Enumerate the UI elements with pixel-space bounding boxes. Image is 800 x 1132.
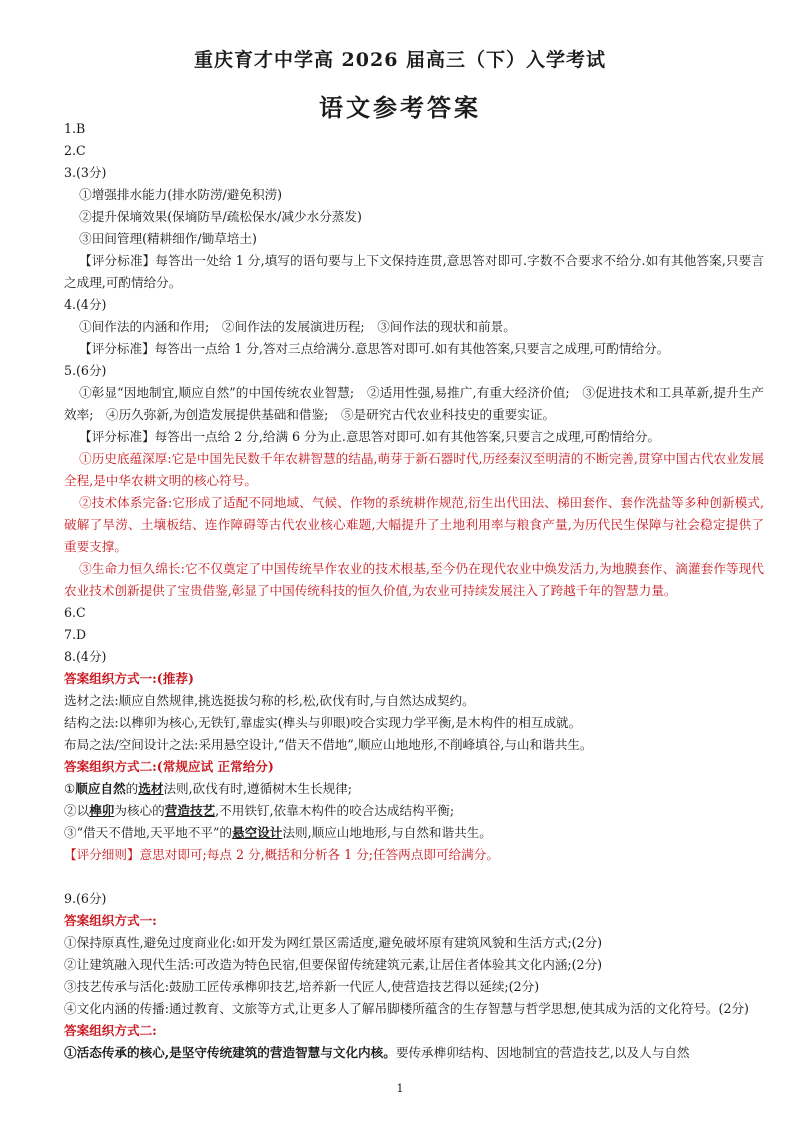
key-sentence: ①活态传承的核心,是坚守传统建筑的营造智慧与文化内核。 [64,1045,396,1060]
q5-head: 5.(6分) [64,363,107,378]
text: 的 [125,781,139,796]
q3-item-3: ③田间管理(精耕细作/锄草培土) [79,231,257,246]
key-term-underlined: 营造技艺 [164,803,216,818]
text: ,不用铁钉,依靠木构件的咬合达成结构平衡; [215,803,455,818]
q5-criteria: 【评分标准】每答出一点给 2 分,给满 6 分为止.意思答对即可.如有其他答案,只要言之成理,可酌情给分。 [79,429,661,444]
text: 要传承榫卯结构、因地制宜的营造技艺,以及人与自然 [395,1045,690,1060]
q4-criteria: 【评分标准】每答出一点给 1 分,答对三点给满分.意思答对即可.如有其他答案,只要言之成理,可酌情给分。 [79,341,670,356]
q8-way2-title: 答案组织方式二:(常规应试 正常给分) [64,759,274,774]
key-term-underlined: 悬空设计 [232,825,283,840]
q8-head: 8.(4分) [64,649,107,664]
page-title: 重庆育才中学高 2026 届高三（下）入学考试 [193,49,607,71]
text: 法则,顺应山地地形,与自然和谐共生。 [282,825,492,840]
text: 法则,砍伐有时,遵循树木生长规律; [163,781,353,796]
q4-head: 4.(4分) [64,297,107,312]
q8-criteria [64,844,764,866]
q9-line-4: ④文化内涵的传播:通过教育、文旅等方式,让更多人了解吊脚楼所蕴含的生存智慧与哲学思想,使其成为活的文化符号。(2分) [64,1001,749,1016]
answer-q1: 1.B [64,121,86,136]
key-term: 顺应自然 [75,781,126,796]
key-term-underlined: 选材 [138,781,164,796]
answer-q7: 7.D [64,627,87,642]
q8-way1-line-1: 选材之法:顺应自然规律,挑选挺拔匀称的杉,松,砍伐有时,与自然达成契约。 [64,693,475,708]
q8-way2-line-2 [64,800,764,822]
answer-q2: 2.C [64,143,86,158]
criteria-label: 【评分细则】 [64,847,140,862]
text: 为核心的 [114,803,165,818]
q3-head: 3.(3分) [64,165,107,180]
q8-way1-line-3: 布局之法/空间设计之法:采用悬空设计,“借天不借地”,顺应山地地形,不削峰填谷,与山和谐共生。 [64,737,593,752]
q8-way2-line-1 [64,778,764,800]
q4-points: ①间作法的内涵和作用; ②间作法的发展演进历程; ③间作法的现状和前景。 [79,319,516,334]
q3-item-2: ②提升保墒效果(保墒防旱/疏松保水/减少水分蒸发) [79,209,362,224]
q5-points: ①彰显“因地制宜,顺应自然”的中国传统农业智慧; ②适用性强,易推广,有重大经济价值; ③促进技术和工具革新,提升生产效率; ④历久弥新,为创造发展提供基础和借鉴; ⑤是研究古代农业科技史的重要实证。 [64,385,764,422]
spacer [64,866,764,888]
q8-way1-line-2: 结构之法:以榫卯为核心,无铁钉,靠虚实(榫头与卯眼)咬合实现力学平衡,是木构件的相互成就。 [64,715,582,730]
text: ① [64,781,76,796]
text: ③“借天不借地,天平地不平”的 [64,825,233,840]
q9-way1-title: 答案组织方式一: [64,913,157,928]
q9-head: 9.(6分) [64,891,107,906]
q9-line-1: ①保持原真性,避免过度商业化:如开发为网红景区需适度,避免破坏原有建筑风貌和生活方式;(2分) [64,935,603,950]
q8-way2-line-3 [64,822,764,844]
page-subtitle: 语文参考答案 [319,93,481,122]
q9-way2-line-1 [64,1042,764,1064]
q9-line-3: ③技艺传承与活化:鼓励工匠传承榫卯技艺,培养新一代匠人,使营造技艺得以延续;(2分) [64,979,540,994]
q5-red-point-1: ①历史底蕴深厚:它是中国先民数千年农耕智慧的结晶,萌芽于新石器时代,历经秦汉至明清的不断完善,贯穿中国古代农业发展全程,是中华农耕文明的核心符号。 [64,451,764,488]
q5-red-point-2: ②技术体系完备:它形成了适配不同地域、气候、作物的系统耕作规范,衍生出代田法、梯田套作、套作洗盐等多种创新模式,破解了旱涝、土壤板结、连作障碍等古代农业核心难题,大幅提升了土地利用率与粮食产量,为历代民生保障与社会稳定提供了重要支撑。 [64,495,764,554]
q3-criteria: 【评分标准】每答出一处给 1 分,填写的语句要与上下文保持连贯,意思答对即可.字数不合要求不给分.如有其他答案,只要言之成理,可酌情给分。 [64,253,764,290]
criteria-text: 意思对即可;每点 2 分,概括和分析各 1 分;任答两点即可给满分。 [139,847,499,862]
text: ②以 [64,803,90,818]
q8-way1-title: 答案组织方式一:(推荐) [64,671,194,686]
q9-way2-title: 答案组织方式二: [64,1023,157,1038]
q9-line-2: ②让建筑融入现代生活:可改造为特色民宿,但要保留传统建筑元素,让居住者体验其文化内涵;(2分) [64,957,603,972]
answer-content [64,118,764,1064]
page-number: 1 [396,1082,404,1095]
q5-red-point-3: ③生命力恒久绵长:它不仅奠定了中国传统旱作农业的技术根基,至今仍在现代农业中焕发活力,为地膜套作、滴灌套作等现代农业技术创新提供了宝贵借鉴,彰显了中国传统科技的恒久价值,为农业可持续发展注入了跨越千年的智慧力量。 [64,561,764,598]
answer-q6: 6.C [64,605,86,620]
q3-item-1: ①增强排水能力(排水防涝/避免积涝) [79,187,283,202]
key-term-underlined: 榫卯 [89,803,115,818]
